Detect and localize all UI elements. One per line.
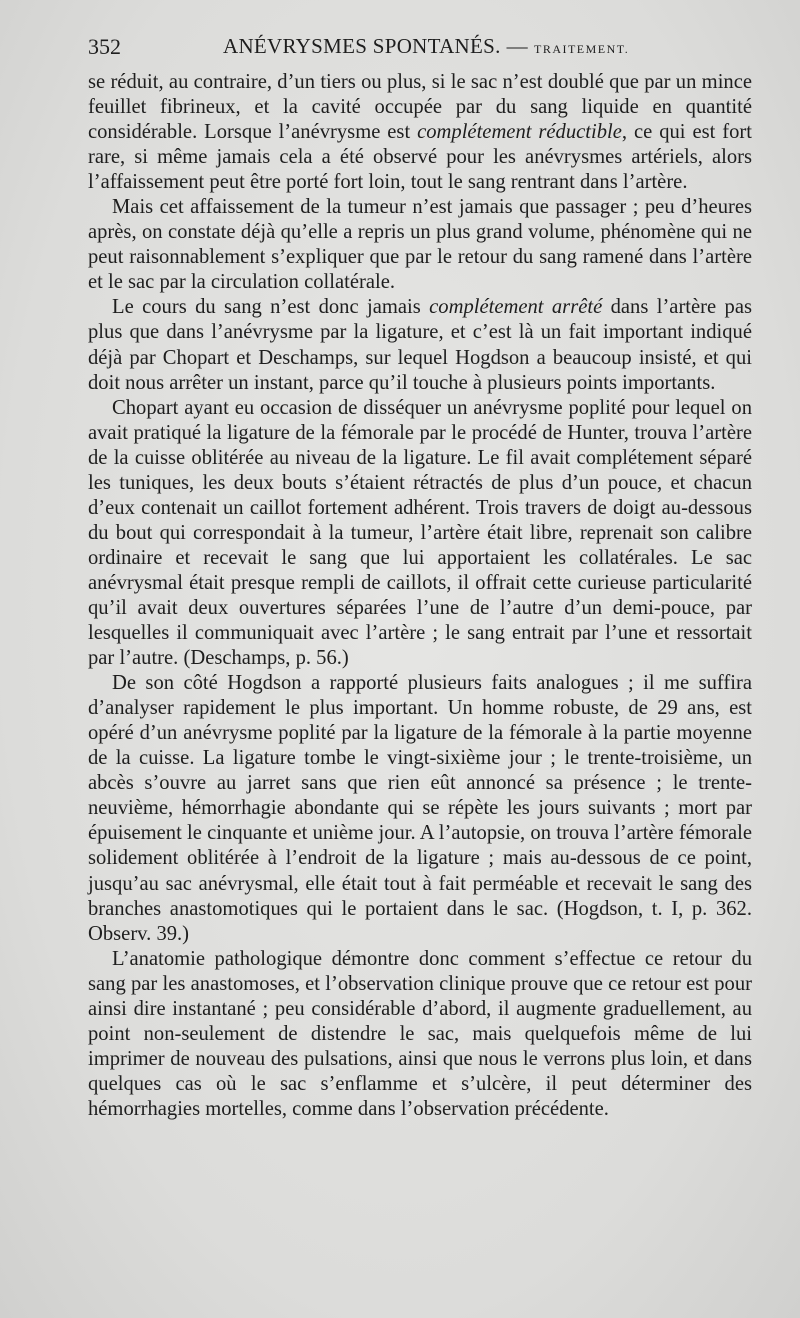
paragraph <box>88 671 752 947</box>
paragraph <box>88 295 752 395</box>
running-head <box>223 34 629 59</box>
paragraph-text: Chopart ayant eu occasion de disséquer un anévrysme poplité pour lequel on avait pratiqué la ligature de la fémorale par le procédé de Hunter, trouva l’artère de la cuisse oblitérée au niveau de la ligature. Le fil avait complétement séparé les tuniques, les deux bouts s’étaient rétractés de plus d’un pouce, et chacun d’eux contenait un caillot fortement adhérent. Trois travers de doigt au-dessous du bout qui correspondait à la tumeur, l’artère était libre, reprenait son calibre ordinaire et recevait le sang que lui apportaient les collatérales. Le sac anévrysmal était presque rempli de caillots, il offrait cette curieuse particularité qu’il avait deux ouvertures séparées l’une de l’autre d’un demi-pouce, par lesquelles il communiquait avec l’artère ; le sang entrait par l’une et ressortait par l’autre. (Deschamps, p. 56.) <box>88 396 752 670</box>
paragraph-text: Le cours du sang n’est donc jamais <box>112 296 430 319</box>
paragraph-text: , ce qui est fort rare, si même jamais cela a été observé pour les anévrysmes artériels, alors l’affaissement peut être porté fort loin, tout le sang rentrant dans l’artère. <box>88 121 753 194</box>
page-header <box>88 30 752 64</box>
paragraph-text: De son côté Hogdson a rapporté plusieurs faits analogues ; il me suffira d’analyser rapidement le plus important. Un homme robuste, de 29 ans, est opéré d’un anévrysme poplité par la ligature de la fémorale à la partie moyenne de la cuisse. La ligature tombe le vingt-sixième jour ; le trente-troisième, un abcès s’ouvre au jarret sans que rien eût annoncé sa présence ; le trente-neuvième, hémorrhagie abondante qui se répète les jours suivants ; mort par épuisement le cinquante et unième jour. A l’autopsie, on trouva l’artère fémorale solidement oblitérée à l’endroit de la ligature ; mais au-dessous de ce point, jusqu’au sac anévrysmal, elle était tout à fait perméable et recevait le sang des branches anastomotiques qui le portaient dans le sac. (Hogdson, t. I, p. 362. Observ. 39.) <box>88 672 752 945</box>
paragraph-text: dans l’artère pas plus que dans l’anévrysme par la ligature, et c’est là un fait important indiqué déjà par Chopart et Deschamps, sur lequel Hogdson a beaucoup insisté, et qui doit nous arrêter un instant, parce qu’il touche à plusieurs points importants. <box>88 296 752 394</box>
paragraph <box>88 396 752 672</box>
paragraph <box>88 70 752 195</box>
running-head-dash: — <box>506 34 528 58</box>
paragraph-text: Mais cet affaissement de la tumeur n’est jamais que passager ; peu d’heures après, on constate déjà qu’elle a repris un plus grand volume, phénomène qui ne peut raisonnablement s’expliquer que par le retour du sang ramené dans l’artère et le sac par la circulation collatérale. <box>88 196 752 294</box>
running-head-title: ANÉVRYSMES SPONTANÉS. <box>223 34 501 58</box>
paragraph <box>88 195 752 295</box>
paragraph <box>88 947 752 1122</box>
paragraph-emphasis: complétement réductible <box>417 121 622 144</box>
paragraph-text: se réduit, au contraire, d’un tiers ou plus, si le sac n’est doublé que par un mince feuillet fibrineux, et la cavité occupée par du sang liquide en quantité considérable. Lorsque l’anévrysme est <box>88 71 752 144</box>
running-head-subtitle: TRAITEMENT. <box>533 42 630 56</box>
paragraph-text: L’anatomie pathologique démontre donc comment s’effectue ce retour du sang par les anastomoses, et l’observation clinique prouve que ce retour est pour ainsi dire instantané ; peu considérable d’abord, il augmente graduellement, au point non-seulement de distendre le sac, mais quelquefois même de lui imprimer de nouveau des pulsations, ainsi que nous le verrons plus loin, et dans quelques cas où le sac s’enflamme et s’ulcère, il peut déterminer des hémorrhagies mortelles, comme dans l’observation précédente. <box>88 947 752 1120</box>
page-number: 352 <box>88 34 121 59</box>
paragraph-emphasis: complétement arrêté <box>429 296 603 319</box>
body-text <box>88 70 752 1122</box>
